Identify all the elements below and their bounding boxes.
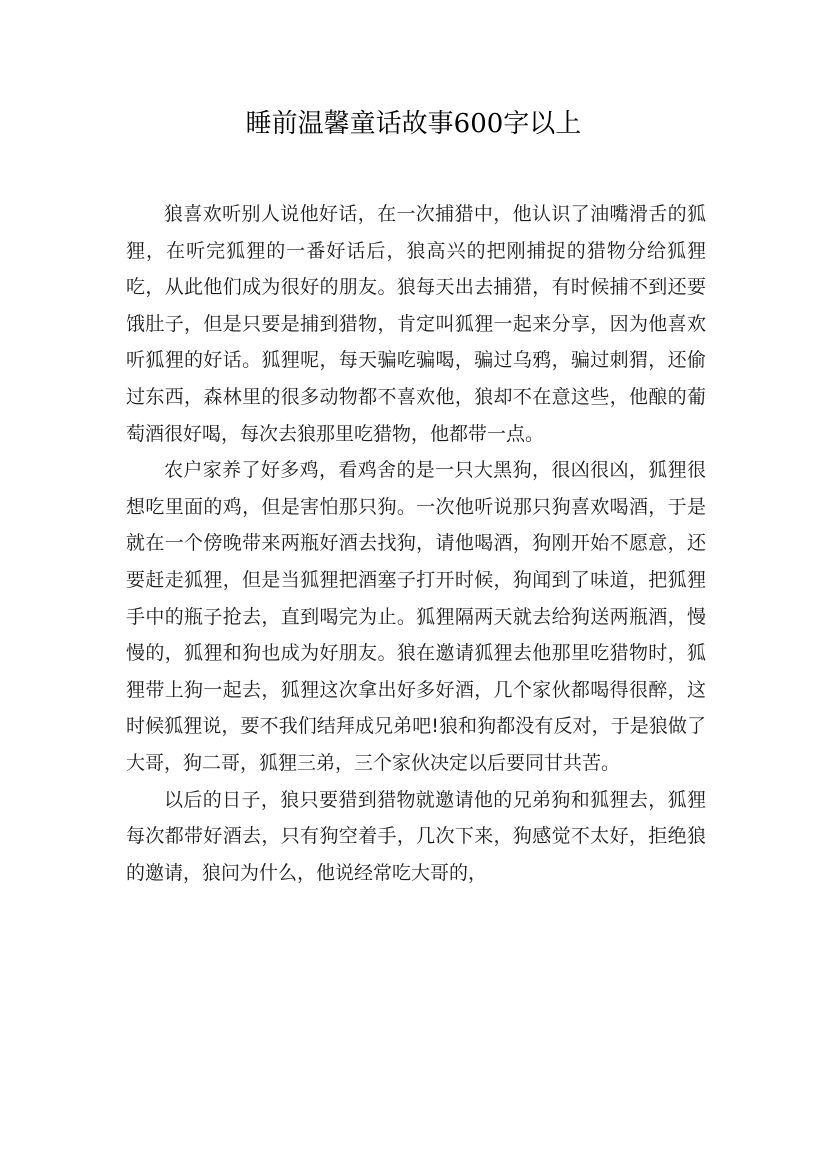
paragraph: 以后的日子，狼只要猎到猎物就邀请他的兄弟狗和狐狸去，狐狸每次都带好酒去，只有狗空着手，几次下来，狗感觉不太好，拒绝狼的邀请，狼问为什么，他说经常吃大哥的， — [126, 788, 706, 884]
document-body — [126, 196, 706, 891]
document-title: 睡前温馨童话故事600字以上 — [245, 109, 582, 139]
paragraph: 狼喜欢听别人说他好话，在一次捕猎中，他认识了油嘴滑舌的狐狸，在听完狐狸的一番好话后，狼高兴的把刚捕捉的猎物分给狐狸吃，从此他们成为很好的朋友。狼每天出去捕猎，有时候捕不到还要饿肚子，但是只要是捕到猎物，肯定叫狐狸一起来分享，因为他喜欢听狐狸的好话。狐狸呢，每天骗吃骗喝，骗过乌鸦，骗过刺猬，还偷过东西，森林里的很多动物都不喜欢他，狼却不在意这些，他酿的葡萄酒很好喝，每次去狼那里吃猎物，他都带一点。 — [126, 203, 706, 445]
paragraph: 农户家养了好多鸡，看鸡舍的是一只大黑狗，很凶很凶，狐狸很想吃里面的鸡，但是害怕那只狗。一次他听说那只狗喜欢喝酒，于是就在一个傍晚带来两瓶好酒去找狗，请他喝酒，狗刚开始不愿意，还要赶走狐狸，但是当狐狸把酒塞子打开时候，狗闻到了味道，把狐狸手中的瓶子抢去，直到喝完为止。狐狸隔两天就去给狗送两瓶酒，慢慢的，狐狸和狗也成为好朋友。狼在邀请狐狸去他那里吃猎物时，狐狸带上狗一起去，狐狸这次拿出好多好酒，几个家伙都喝得很醉，这时候狐狸说，要不我们结拜成兄弟吧!狼和狗都没有反对，于是狼做了大哥，狗二哥，狐狸三弟，三个家伙决定以后要同甘共苦。 — [126, 459, 706, 774]
